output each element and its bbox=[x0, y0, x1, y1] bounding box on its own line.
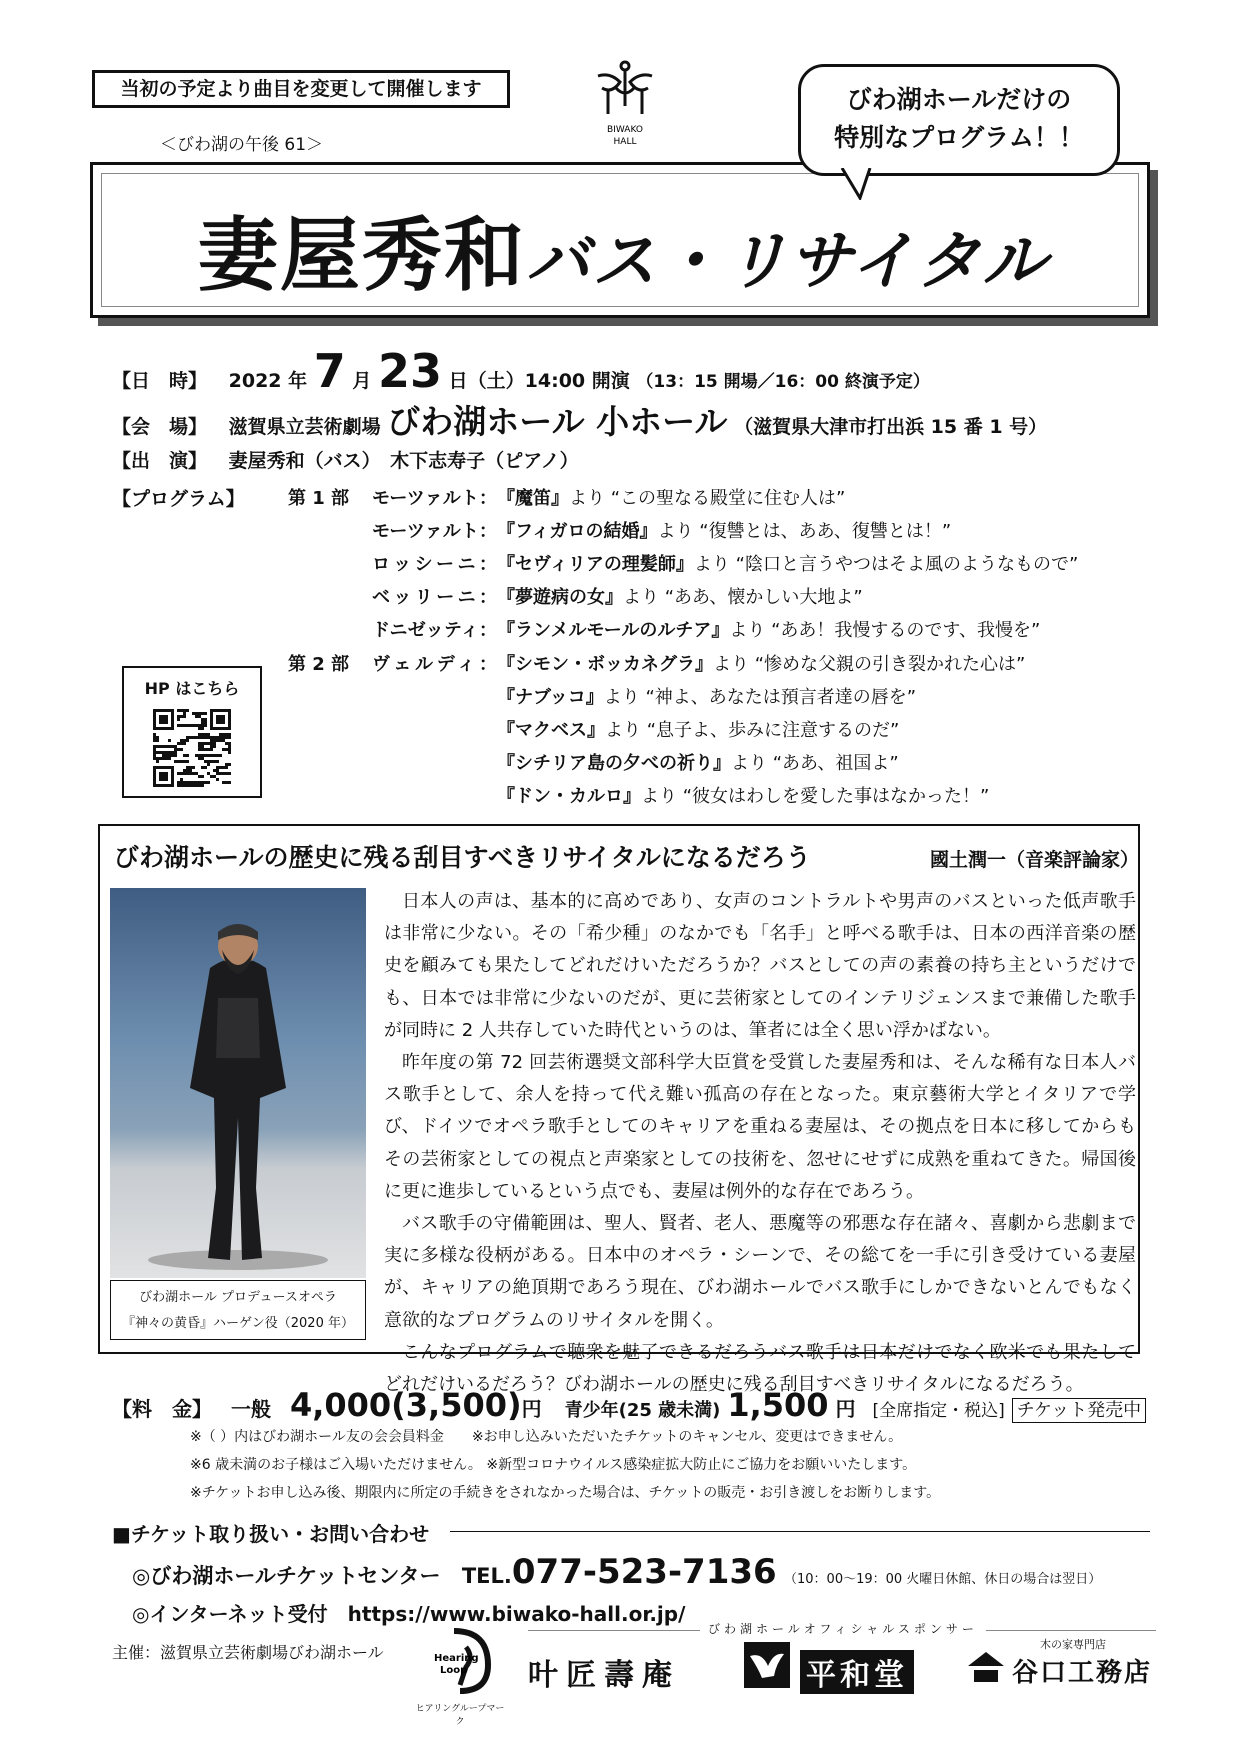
singer-figure-icon bbox=[110, 888, 366, 1278]
program-label: 【プログラム】 bbox=[112, 488, 245, 510]
article-paragraph: こんなプログラムで聴衆を魅了できるだろうバス歌手は日本だけでなく欧米でも果たしてどれだけいるだろう？びわ湖ホールの歴史に残る刮目すべきリサイタルになるだろう。 bbox=[384, 1341, 1136, 1396]
fee-note: ※6 歳未満のお子様はご入場いただけません。 ※新型コロナウイルス感染症拡大防止にご協力をお願いいたします。 bbox=[190, 1457, 917, 1473]
program-aria: より “陰口と言うやつはそよ風のようなもので” bbox=[693, 554, 1079, 575]
program-work: 『ランメルモールのルチア』 bbox=[497, 620, 730, 641]
internet-link[interactable]: ◎インターネット受付 https://www.biwako-hall.or.jp/ bbox=[132, 1602, 686, 1626]
date-row bbox=[112, 344, 930, 398]
fee-general-price: 4,000(3,500) bbox=[289, 1386, 522, 1424]
qr-label: HP はこちら bbox=[144, 679, 240, 698]
program-aria: より “彼女はわしを愛した事はなかった！” bbox=[641, 786, 990, 807]
venue-row bbox=[112, 396, 1047, 443]
title-box bbox=[90, 162, 1150, 318]
contact-divider bbox=[450, 1531, 1150, 1532]
program-item bbox=[372, 484, 845, 510]
program-aria: より “ああ、懐かしい大地よ” bbox=[623, 587, 863, 608]
page-title bbox=[93, 191, 1153, 306]
date-month: 7 bbox=[313, 344, 346, 398]
ticket-center-row bbox=[132, 1552, 1101, 1592]
date-day-unit: 日（土）14:00 開演 bbox=[448, 370, 630, 392]
logo-text-2: HALL bbox=[613, 137, 637, 147]
program-aria: より “復讐とは、ああ、復讐とは！” bbox=[657, 521, 952, 542]
change-notice: 当初の予定より曲目を変更して開催します bbox=[92, 70, 510, 108]
dove-icon bbox=[744, 1642, 790, 1688]
caption-line-1: びわ湖ホール プロデュースオペラ bbox=[139, 1290, 337, 1305]
roof-icon bbox=[966, 1648, 1006, 1684]
hearing-loop-icon bbox=[414, 1625, 506, 1697]
fee-general: 一般 bbox=[230, 1397, 271, 1421]
venue-label: 【会 場】 bbox=[112, 416, 208, 438]
program-work: 『夢遊病の女』 bbox=[497, 587, 623, 608]
program-work: 『マクベス』 bbox=[497, 720, 605, 741]
title-sub: バス・リサイタル bbox=[525, 225, 1049, 299]
fee-row bbox=[112, 1386, 1146, 1424]
tel-label: TEL. bbox=[461, 1564, 512, 1588]
article-title: びわ湖ホールの歴史に残る刮目すべきリサイタルになるだろう bbox=[114, 843, 811, 872]
program-aria: より “惨めな父親の引き裂かれた心は” bbox=[713, 654, 1026, 675]
venue-name: びわ湖ホール 小ホール bbox=[387, 402, 728, 441]
program-item bbox=[497, 650, 1025, 676]
cast-label: 【出 演】 bbox=[112, 450, 208, 472]
venue-address: （滋賀県大津市打出浜 15 番 1 号） bbox=[734, 416, 1048, 438]
program-work: 『ナブッコ』 bbox=[497, 687, 604, 708]
organizer: 主催：滋賀県立芸術劇場びわ湖ホール bbox=[112, 1643, 384, 1662]
date-day: 23 bbox=[378, 344, 443, 398]
hearing-text-1: Hearing bbox=[434, 1653, 479, 1664]
fee-youth: 青少年(25 歳未満) bbox=[564, 1400, 721, 1421]
article-body bbox=[384, 886, 1136, 1401]
date-label: 【日 時】 bbox=[112, 370, 208, 392]
fee-seat: [全席指定・税込] bbox=[872, 1401, 1005, 1421]
ticket-center: ◎びわ湖ホールチケットセンター bbox=[132, 1564, 441, 1588]
cast: 妻屋秀和（バス） 木下志寿子（ピアノ） bbox=[228, 450, 579, 472]
fee-note: ※（ ）内はびわ湖ホール友の会会員料金 ※お申し込みいただいたチケットのキャンセル、変更はできません。 bbox=[190, 1429, 903, 1445]
program-composer: ベッリーニ： bbox=[372, 587, 497, 608]
program-item bbox=[372, 550, 1078, 576]
photo-caption bbox=[110, 1280, 366, 1340]
program-item bbox=[497, 749, 899, 775]
sponsor-taniguchi-tagline: 木の家専門店 bbox=[1040, 1638, 1106, 1651]
sponsor-kanou: 叶匠壽庵 bbox=[528, 1658, 680, 1693]
venue-pre: 滋賀県立芸術劇場 bbox=[228, 416, 381, 438]
tel-number[interactable]: 077-523-7136 bbox=[511, 1552, 777, 1592]
program-aria: より “神よ、あなたは預言者達の唇を” bbox=[603, 687, 917, 708]
part1-label: 第 1 部 bbox=[288, 488, 350, 509]
article-paragraph: バス歌手の守備範囲は、聖人、賢者、老人、悪魔等の邪悪な存在諸々、喜劇から悲劇まで実に多様な役柄がある。日本中のオペラ・シーンで、その総てを一手に引き受けている妻屋が、キャリアの絶頂期であろう現在、びわ湖ホールでバス歌手にしかできないとんでもなく意欲的なプログラムのリサイタルを開く。 bbox=[384, 1213, 1136, 1331]
program-composer: ロッシーニ： bbox=[372, 554, 497, 575]
part2-label: 第 2 部 bbox=[288, 654, 350, 675]
program-work: 『ドン・カルロ』 bbox=[497, 786, 641, 807]
date-note: （13：15 開場／16：00 終演予定） bbox=[636, 372, 930, 392]
contact-heading: ■チケット取り扱い・お問い合わせ bbox=[112, 1522, 430, 1546]
program-item bbox=[497, 683, 916, 709]
program-composer: ドニゼッティ： bbox=[372, 620, 497, 641]
date-month-unit: 月 bbox=[352, 370, 372, 392]
house-icon bbox=[966, 1648, 1006, 1688]
article-paragraph: 日本人の声は、基本的に高めであり、女声のコントラルトや男声のバスといった低声歌手は非常に少ない。その「希少種」のなかでも「名手」と呼べる歌手は、日本の西洋音楽の歴史を顧みても果たしてどれだけいただろうか？バスとしての声の素養の持ち主というだけでも、日本では非常に少ないのだが、更に芸術家としてのインテリジェンスまで兼備した歌手が同時に 2 人共存していた時代というのは、筆者には全く思い浮かばない。 bbox=[384, 891, 1136, 1041]
program-aria: より “この聖なる殿堂に住む人は” bbox=[569, 488, 846, 509]
heiwado-logo bbox=[744, 1642, 790, 1688]
series-name: ＜びわ湖の午後 61＞ bbox=[160, 135, 324, 155]
hearing-caption: ヒアリングループマーク bbox=[415, 1704, 505, 1727]
date-year: 2022 年 bbox=[228, 370, 308, 392]
caption-line-2: 『神々の黄昏』ハーゲン役（2020 年） bbox=[122, 1316, 354, 1331]
program-work: 『セヴィリアの理髪師』 bbox=[497, 554, 694, 575]
article-paragraph: 昨年度の第 72 回芸術選奨文部科学大臣賞を受賞した妻屋秀和は、そんな稀有な日本人バス歌手として、余人を持って代え難い孤高の存在となった。東京藝術大学とイタリアで学び、ドイツでオペラ歌手としてのキャリアを重ねる妻屋は、その拠点を日本に移してからもその芸術家としての視点と声楽家としての技術を、忽せにせずに成熟を重ねてきた。帰国後に更に進歩しているという点でも、妻屋は例外的な存在であろう。 bbox=[384, 1052, 1136, 1202]
hearing-text-2: Loop bbox=[440, 1665, 468, 1676]
fee-note: ※チケットお申し込み後、期限内に所定の手続きをされなかった場合は、チケットの販売・お引き渡しをお断りします。 bbox=[190, 1485, 941, 1501]
bubble-tail-icon bbox=[840, 168, 880, 200]
qr-box[interactable] bbox=[122, 666, 262, 798]
qr-code-icon[interactable] bbox=[153, 709, 231, 787]
program-item bbox=[497, 716, 899, 742]
program-composer: モーツァルト： bbox=[372, 488, 497, 509]
fee-label: 【料 金】 bbox=[112, 1397, 212, 1421]
program-item bbox=[497, 782, 989, 808]
sponsor-heiwado: 平和堂 bbox=[800, 1650, 914, 1694]
ticket-hours: （10：00～19：00 火曜日休館、休日の場合は翌日） bbox=[784, 1572, 1102, 1587]
ticket-status-badge: チケット発売中 bbox=[1012, 1398, 1146, 1423]
fee-youth-price: 1,500 bbox=[727, 1386, 829, 1424]
program-work: 『魔笛』 bbox=[497, 488, 569, 509]
title-main: 妻屋秀和 bbox=[197, 208, 526, 302]
fee-yen-2: 円 bbox=[835, 1397, 856, 1421]
program-aria: より “ああ、祖国よ” bbox=[731, 753, 899, 774]
program-aria: より “ああ！我慢するのです、我慢を” bbox=[729, 620, 1041, 641]
part2-composer: ヴェルディ： bbox=[372, 654, 497, 675]
cast-row bbox=[112, 446, 579, 473]
hearing-loop-mark bbox=[414, 1625, 506, 1727]
program-item bbox=[372, 616, 1040, 642]
fee-yen-1: 円 bbox=[521, 1397, 542, 1421]
program-item bbox=[372, 583, 863, 609]
program-work: 『シモン・ボッカネグラ』 bbox=[497, 654, 713, 675]
article-author: 國土潤一（音楽評論家） bbox=[930, 849, 1140, 871]
logo-mark-icon bbox=[580, 58, 670, 150]
biwako-hall-logo bbox=[580, 58, 670, 150]
program-aria: より “息子よ、歩みに注意するのだ” bbox=[605, 720, 900, 741]
program-item bbox=[372, 517, 951, 543]
logo-text-1: BIWAKO bbox=[607, 125, 643, 135]
sponsor-taniguchi: 谷口工務店 bbox=[1012, 1658, 1153, 1688]
bubble-line-1: びわ湖ホールだけの bbox=[846, 85, 1072, 114]
sponsor-label: びわ湖ホールオフィシャルスポンサー bbox=[700, 1620, 986, 1637]
bubble-line-2: 特別なプログラム！！ bbox=[834, 123, 1084, 152]
program-composer: モーツァルト： bbox=[372, 521, 497, 542]
special-program-bubble bbox=[798, 64, 1120, 176]
singer-photo bbox=[110, 888, 366, 1278]
program-work: 『フィガロの結婚』 bbox=[497, 521, 658, 542]
program-work: 『シチリア島の夕べの祈り』 bbox=[497, 753, 731, 774]
